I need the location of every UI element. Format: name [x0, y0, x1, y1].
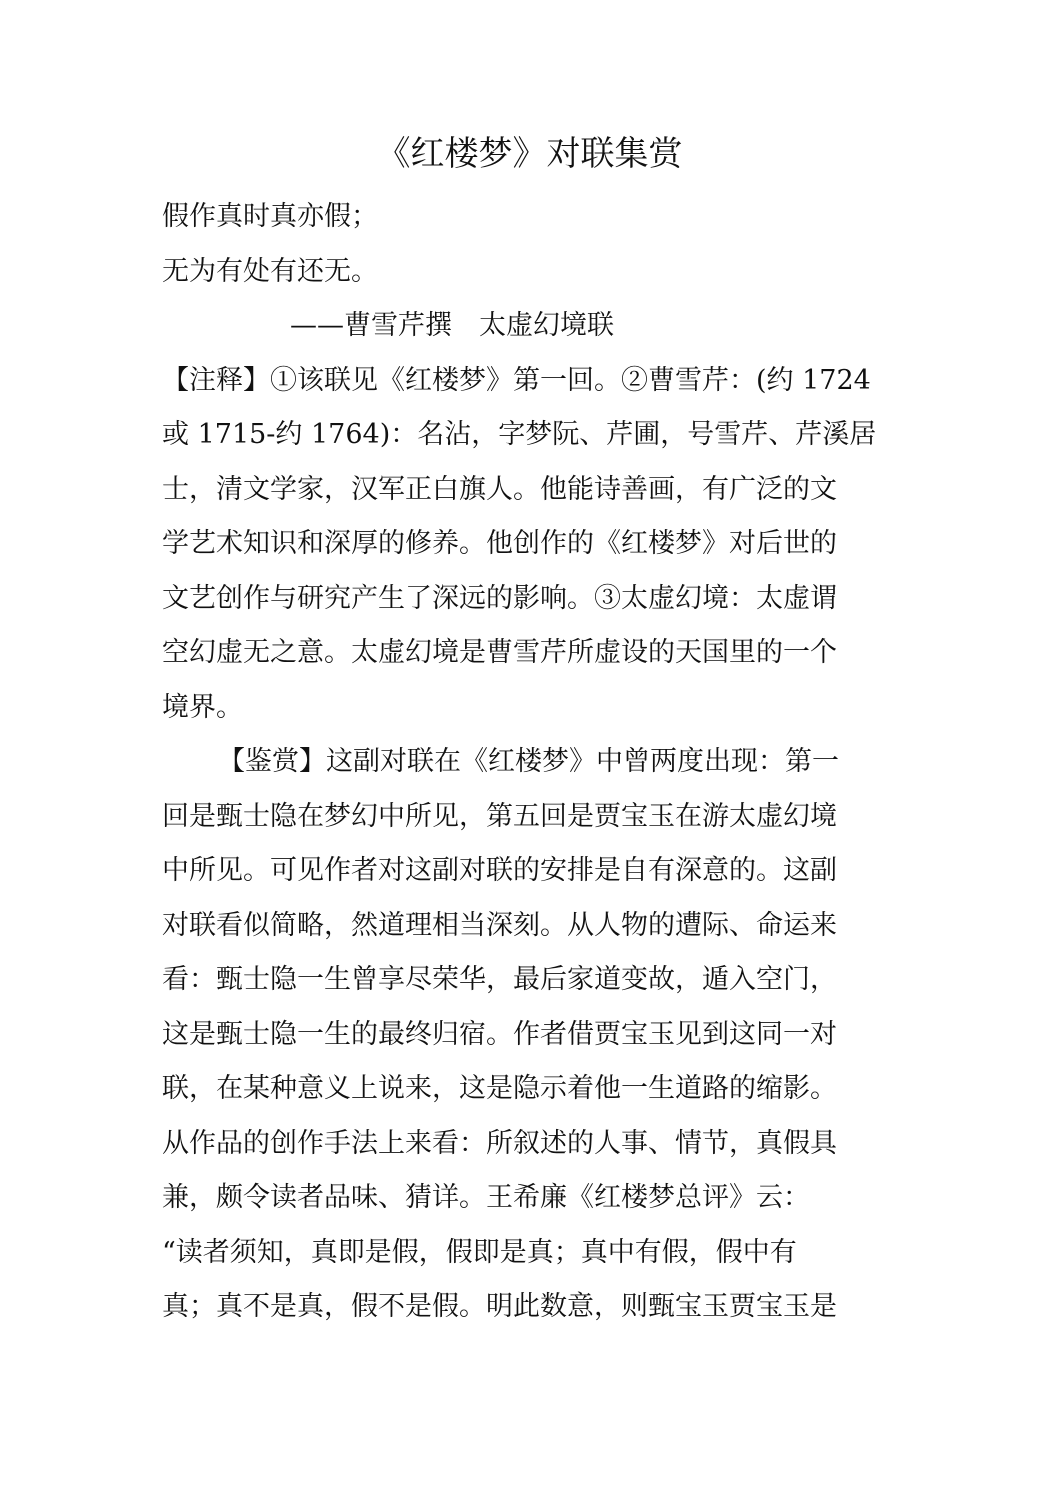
annotation-line: 学艺术知识和深厚的修养。他创作的《红楼梦》对后世的 [162, 528, 837, 559]
annotation-paragraph [162, 354, 892, 736]
annotation-line: 【注释】①该联见《红楼梦》第一回。②曹雪芹：(约 1724 [162, 364, 871, 396]
appreciation-line: 真；真不是真，假不是假。明此数意，则甄宝玉贾宝玉是 [162, 1291, 837, 1322]
appreciation-line: 兼，颇令读者品味、猜详。王希廉《红楼梦总评》云： [162, 1182, 810, 1213]
appreciation-line: 中所见。可见作者对这副对联的安排是自有深意的。这副 [162, 855, 837, 886]
appreciation-paragraph [162, 735, 892, 1335]
appreciation-line: 对联看似简略，然道理相当深刻。从人物的遭际、命运来 [162, 909, 837, 941]
couplet-line-2: 无为有处有还无。 [162, 255, 378, 287]
appreciation-line: 看：甄士隐一生曾享尽荣华，最后家道变故，遁入空门， [162, 964, 837, 995]
document-body [162, 190, 892, 1335]
document-title: 《红楼梦》对联集赏 [376, 134, 683, 174]
annotation-line: 境界。 [162, 691, 243, 723]
couplet-attribution: ——曹雪芹撰 太虚幻境联 [290, 310, 614, 341]
appreciation-line: 联，在某种意义上说来，这是隐示着他一生道路的缩影。 [162, 1073, 837, 1104]
annotation-line: 文艺创作与研究产生了深远的影响。③太虚幻境：太虚谓 [162, 582, 837, 614]
appreciation-line: 从作品的创作手法上来看：所叙述的人事、情节，真假具 [162, 1127, 837, 1159]
appreciation-line: “读者须知，真即是假，假即是真；真中有假，假中有 [162, 1236, 797, 1268]
appreciation-line: 【鉴赏】这副对联在《红楼梦》中曾两度出现：第一 [218, 746, 839, 777]
annotation-line: 士，清文学家，汉军正白旗人。他能诗善画，有广泛的文 [162, 473, 837, 505]
appreciation-line: 这是甄士隐一生的最终归宿。作者借贾宝玉见到这同一对 [162, 1018, 837, 1050]
appreciation-line: 回是甄士隐在梦幻中所见，第五回是贾宝玉在游太虚幻境 [162, 800, 837, 832]
annotation-line: 空幻虚无之意。太虚幻境是曹雪芹所虚设的天国里的一个 [162, 637, 837, 668]
couplet-line-1: 假作真时真亦假； [162, 201, 378, 232]
annotation-line: 或 1715-约 1764)：名沾，字梦阮、芹圃，号雪芹、芹溪居 [162, 419, 877, 450]
